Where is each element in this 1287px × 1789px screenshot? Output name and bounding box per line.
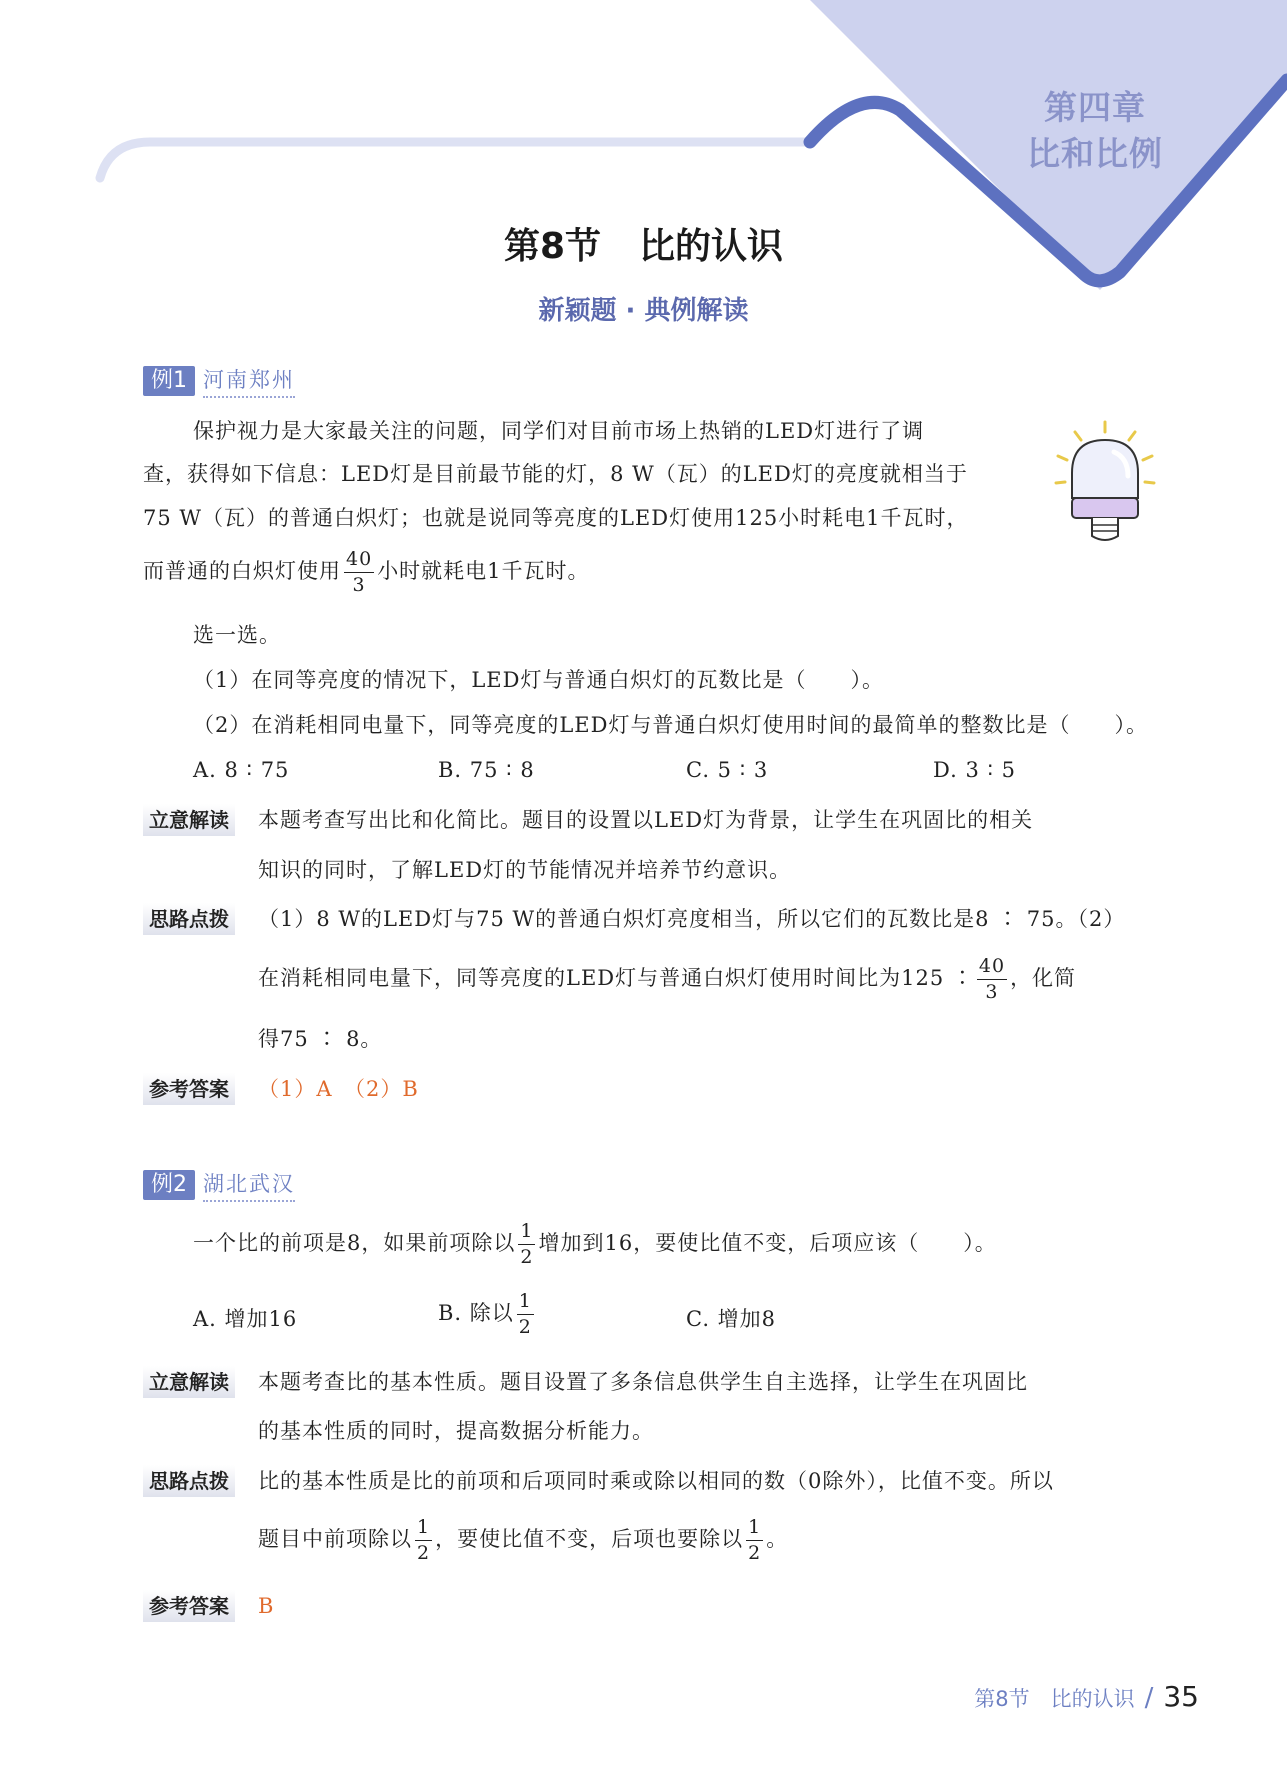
example2-option-c: C. 增加8 (686, 1307, 777, 1331)
page-number: 35 (1163, 1680, 1199, 1713)
frac-denominator: 2 (748, 1542, 762, 1564)
example2-intent-line1: 本题考查比的基本性质。题目设置了多条信息供学生自主选择，让学生在巩固比 (258, 1370, 1028, 1394)
section-title (0, 218, 1287, 269)
example1-hint-line3: 得75 ∶ 8。 (258, 1027, 383, 1051)
frac-numerator: 1 (517, 1292, 534, 1315)
frac-numerator: 40 (344, 550, 374, 573)
example1-question2: （2）在消耗相同电量下，同等亮度的LED灯与普通白炽灯使用时间的最简单的整数比是（ ）。 (193, 713, 1148, 737)
hint-line2-post: 。 (766, 1527, 789, 1551)
hint-line2-pre: 题目中前项除以 (258, 1527, 412, 1551)
question-pre: 一个比的前项是8，如果前项除以 (193, 1231, 516, 1255)
example2-tag: 例2 (143, 1170, 195, 1200)
section-number: 第8节 (503, 226, 602, 267)
frac-numerator: 1 (518, 1222, 535, 1245)
section-name: 比的认识 (639, 226, 784, 267)
hint-line2-mid: ，要使比值不变，后项也要除以 (435, 1527, 744, 1551)
hint-line2-pre: 在消耗相同电量下，同等亮度的LED灯与普通白炽灯使用时间比为125 ∶ (258, 966, 974, 990)
footer-section: 第8节 比的认识 (974, 1687, 1135, 1711)
fraction-1-2 (517, 1292, 534, 1337)
example1-hint-line2 (258, 957, 1076, 1002)
example1-text-line4 (143, 550, 590, 595)
chapter-label (1010, 85, 1180, 177)
frac-numerator: 40 (977, 957, 1007, 980)
fraction-1-2 (746, 1518, 763, 1563)
light-bulb-icon (1050, 418, 1160, 548)
example1-text-line3: 75 W（瓦）的普通白炽灯；也就是说同等亮度的LED灯使用125小时耗电1千瓦时， (143, 506, 969, 530)
example2-intent-label: 立意解读 (143, 1366, 235, 1398)
example2-answer: B (258, 1594, 275, 1618)
example2-question (193, 1222, 997, 1267)
frac-denominator: 2 (520, 1246, 534, 1268)
optb-pre: B. 除以 (438, 1301, 514, 1325)
example1-answer-label: 参考答案 (143, 1073, 235, 1105)
frac-denominator: 2 (518, 1316, 532, 1338)
example1-option-a: A. 8 ∶ 75 (193, 758, 290, 782)
line4-post: 小时就耗电1千瓦时。 (377, 559, 590, 583)
example1-location: 河南郑州 (203, 364, 295, 398)
arc-line-light (100, 142, 810, 178)
frac-numerator: 1 (415, 1518, 432, 1541)
frac-denominator: 2 (417, 1542, 431, 1564)
fraction-40-3 (977, 957, 1007, 1002)
example2-hint-line2 (258, 1518, 788, 1563)
example2-header (143, 1170, 295, 1200)
fraction-40-3 (344, 550, 374, 595)
chapter-number: 第四章 (1044, 88, 1146, 127)
footer-separator: / (1144, 1683, 1154, 1713)
fraction-1-2 (415, 1518, 432, 1563)
question-post: 增加到16，要使比值不变，后项应该（ ）。 (538, 1231, 997, 1255)
example1-option-c: C. 5 ∶ 3 (686, 758, 769, 782)
example2-location: 湖北武汉 (203, 1168, 295, 1202)
hint-line2-post: ，化简 (1010, 966, 1077, 990)
example1-question1: （1）在同等亮度的情况下，LED灯与普通白炽灯的瓦数比是（ ）。 (193, 668, 884, 692)
frac-denominator: 3 (352, 574, 366, 596)
frac-numerator: 1 (746, 1518, 763, 1541)
example1-option-b: B. 75 ∶ 8 (438, 758, 535, 782)
example1-hint-label: 思路点拨 (143, 903, 235, 935)
fraction-1-2 (518, 1222, 535, 1267)
example1-select: 选一选。 (193, 623, 281, 647)
example2-option-a: A. 增加16 (193, 1307, 298, 1331)
example1-intent-line1: 本题考查写出比和化简比。题目的设置以LED灯为背景，让学生在巩固比的相关 (258, 808, 1034, 832)
example2-hint-label: 思路点拨 (143, 1465, 235, 1497)
example1-text-line2: 查，获得如下信息：LED灯是目前最节能的灯，8 W（瓦）的LED灯的亮度就相当于 (143, 462, 968, 486)
example2-intent-line2: 的基本性质的同时，提高数据分析能力。 (258, 1419, 654, 1443)
example2-hint-line1: 比的基本性质是比的前项和后项同时乘或除以相同的数（0除外），比值不变。所以 (258, 1469, 1054, 1493)
example1-intent-line2: 知识的同时，了解LED灯的节能情况并培养节约意识。 (258, 858, 792, 882)
example1-text-line1: 保护视力是大家最关注的问题，同学们对目前市场上热销的LED灯进行了调 (193, 419, 925, 443)
example1-intent-label: 立意解读 (143, 804, 235, 836)
frac-denominator: 3 (985, 981, 999, 1003)
example2-option-b (438, 1292, 537, 1337)
page-footer (974, 1680, 1199, 1713)
example1-tag: 例1 (143, 366, 195, 396)
example2-answer-label: 参考答案 (143, 1590, 235, 1622)
example1-header (143, 366, 295, 396)
example1-option-d: D. 3 ∶ 5 (933, 758, 1016, 782)
section-subtitle: 新颖题 · 典例解读 (538, 296, 749, 326)
line4-pre: 而普通的白炽灯使用 (143, 559, 341, 583)
example1-answer: （1）A （2）B (258, 1077, 419, 1101)
example1-hint-line1: （1）8 W的LED灯与75 W的普通白炽灯亮度相当，所以它们的瓦数比是8 ∶ 75。（2） (258, 907, 1126, 931)
chapter-title: 比和比例 (1027, 134, 1163, 173)
